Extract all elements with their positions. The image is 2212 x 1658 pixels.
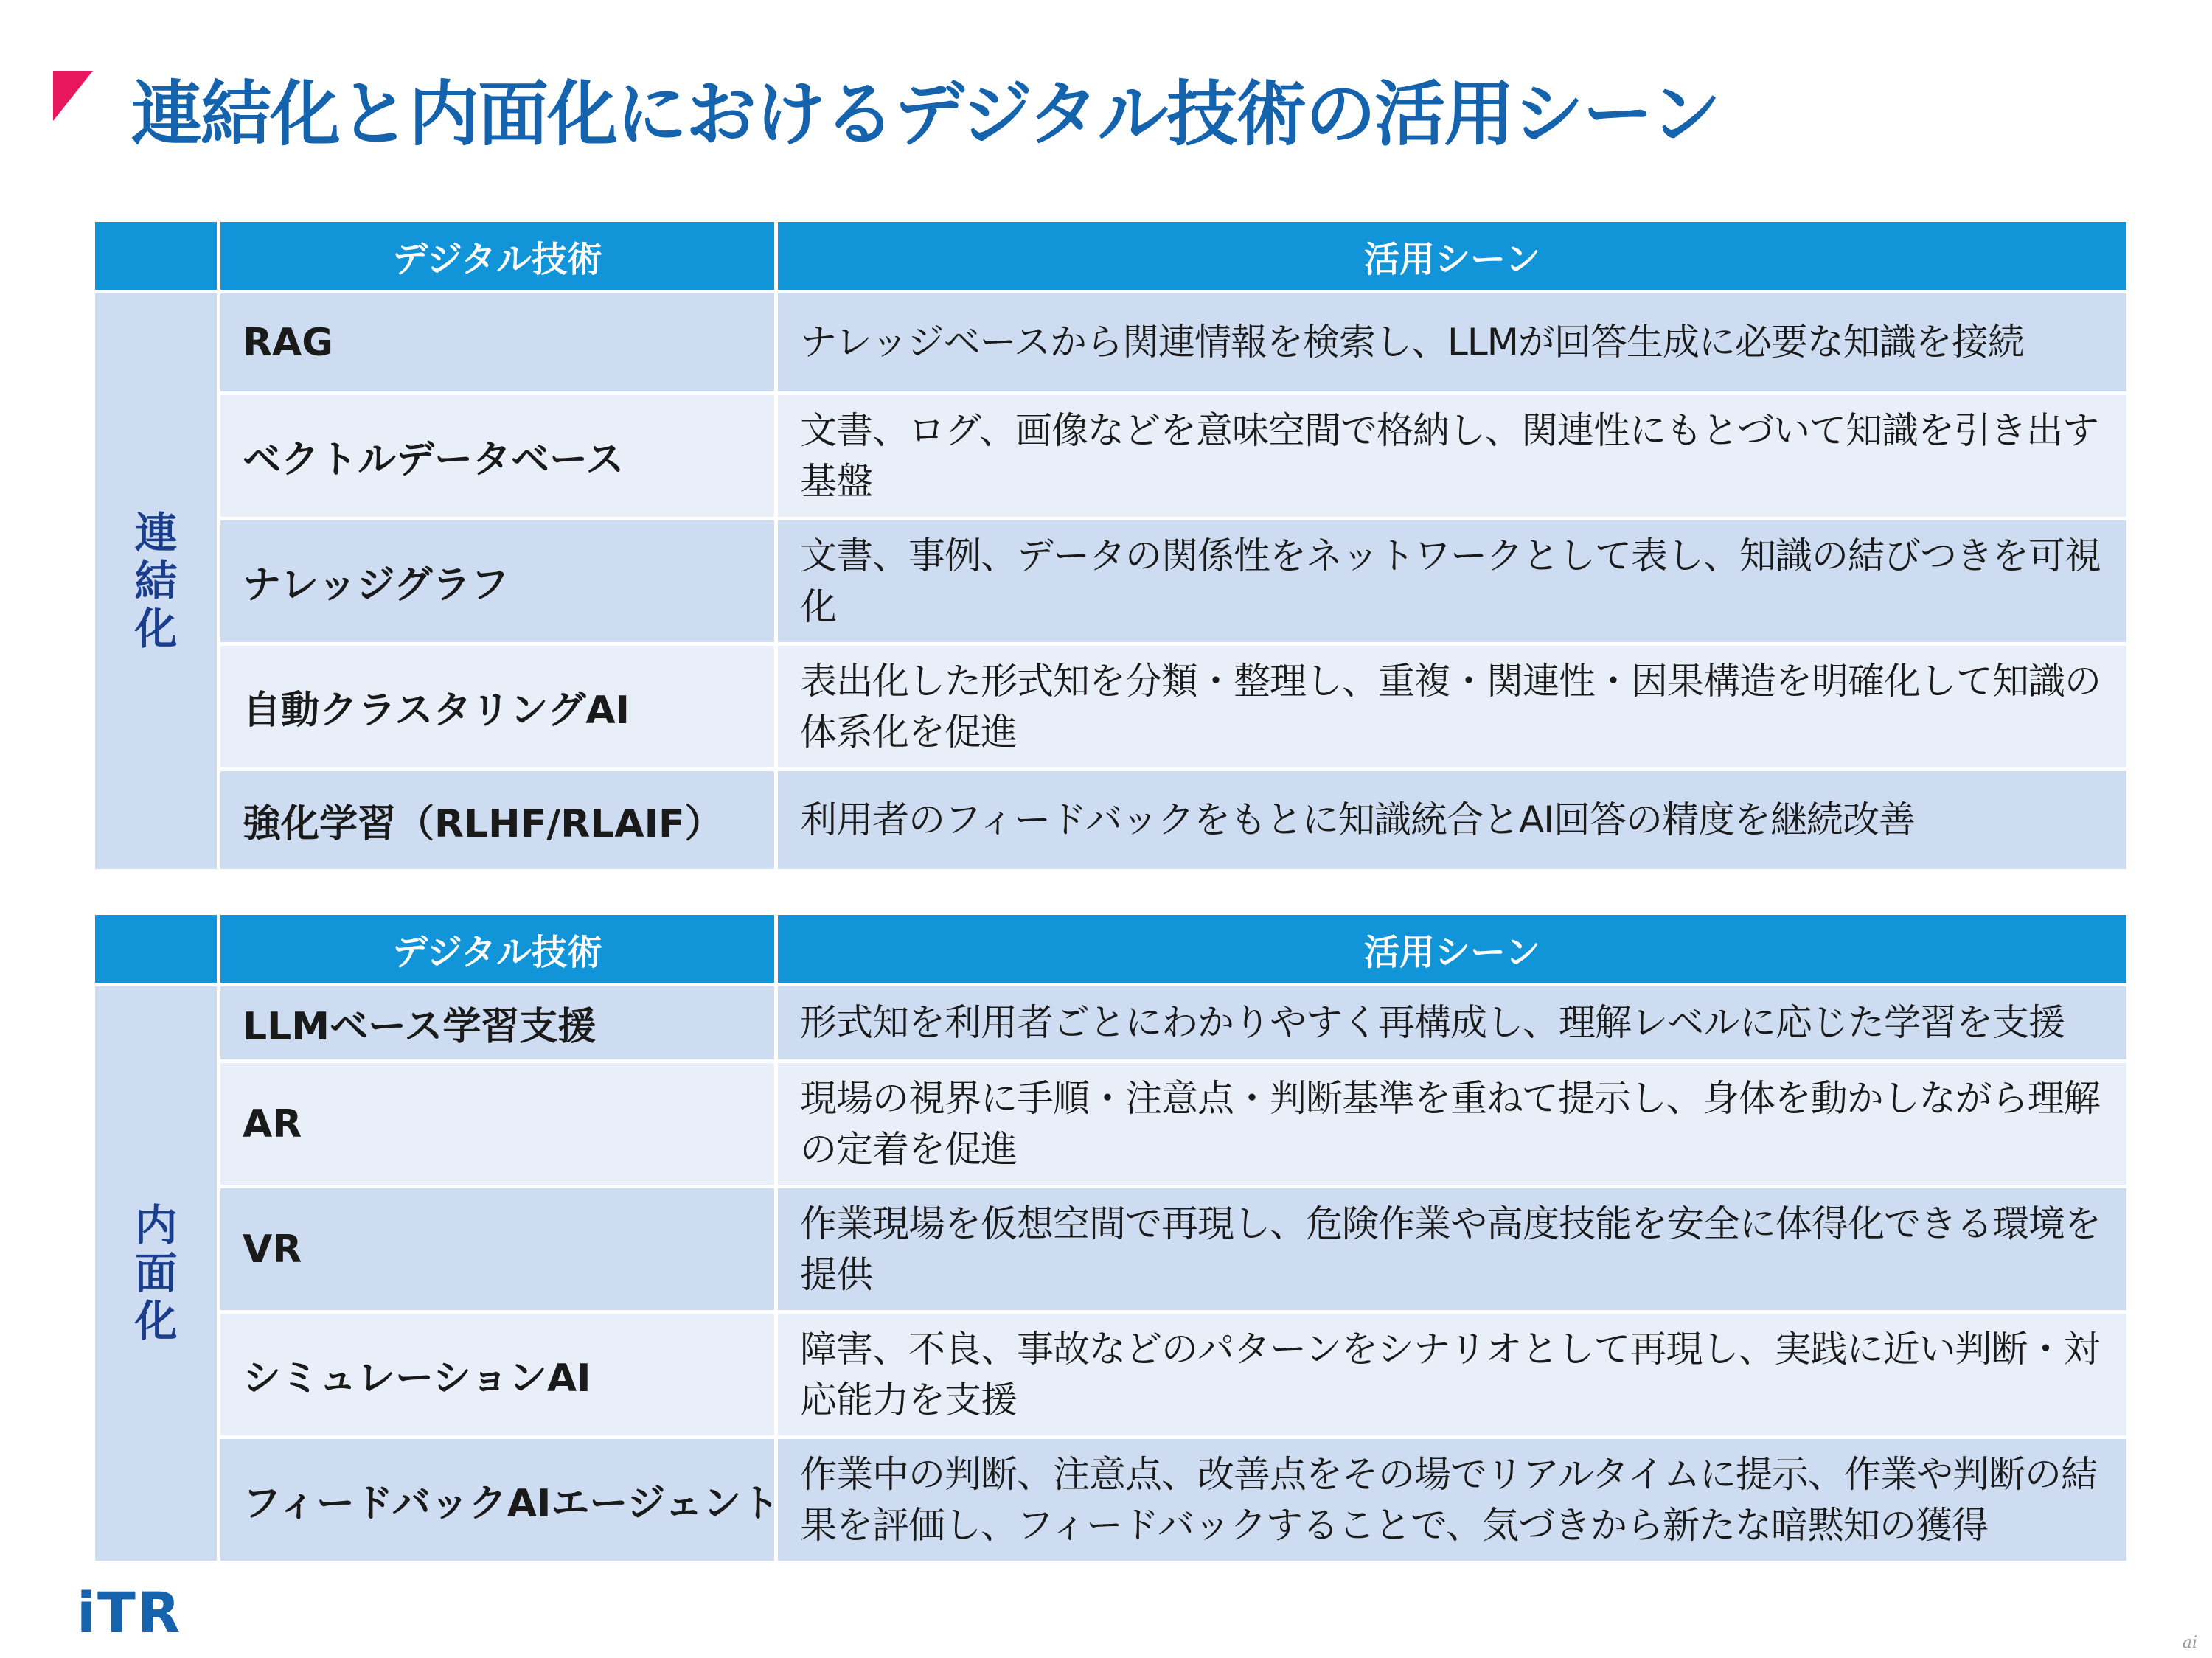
table-naimenka [91, 911, 2130, 1564]
scene-cell: 作業中の判断、注意点、改善点をその場でリアルタイムに提示、作業や判断の結果を評価し、フィードバックすることで、気づきから新たな暗黙知の獲得 [776, 1438, 2129, 1563]
scene-cell: 表出化した形式知を分類・整理し、重複・関連性・因果構造を明確化して知識の体系化を促進 [776, 644, 2129, 770]
header-scene: 活用シーン [776, 220, 2129, 292]
tech-cell: ベクトルデータベース [219, 394, 776, 519]
table-row [94, 1438, 2129, 1563]
header-corner [94, 913, 219, 985]
scene-cell: 現場の視界に手順・注意点・判断基準を重ねて提示し、身体を動かしながら理解の定着を促進 [776, 1062, 2129, 1187]
tech-cell: 自動クラスタリングAI [219, 644, 776, 770]
watermark: ai [2182, 1634, 2197, 1652]
table-renketsuka [91, 218, 2130, 873]
scene-cell: 形式知を利用者ごとにわかりやすく再構成し、理解レベルに応じた学習を支援 [776, 985, 2129, 1062]
page-title: 連結化と内面化におけるデジタル技術の活用シーン [131, 73, 1720, 156]
itr-logo: iTR [77, 1580, 182, 1645]
tech-cell: LLMベース学習支援 [219, 985, 776, 1062]
header-scene: 活用シーン [776, 913, 2129, 985]
scene-cell: 障害、不良、事故などのパターンをシナリオとして再現し、実践に近い判断・対応能力を支援 [776, 1312, 2129, 1438]
header-tech: デジタル技術 [219, 220, 776, 292]
accent-mark [53, 71, 93, 121]
group-label-renketsuka: 連 結 化 [94, 292, 219, 871]
group-label-naimenka: 内 面 化 [94, 985, 219, 1563]
table-header-row [94, 220, 2129, 292]
tech-cell: フィードバックAIエージェント [219, 1438, 776, 1563]
table-header-row [94, 913, 2129, 985]
tech-cell: ナレッジグラフ [219, 519, 776, 644]
table-row [94, 1312, 2129, 1438]
tech-cell: シミュレーションAI [219, 1312, 776, 1438]
table-row [94, 770, 2129, 871]
table-row [94, 644, 2129, 770]
table-row [94, 292, 2129, 394]
scene-cell: 作業現場を仮想空間で再現し、危険作業や高度技能を安全に体得化できる環境を提供 [776, 1187, 2129, 1312]
table-row [94, 1187, 2129, 1312]
header-tech: デジタル技術 [219, 913, 776, 985]
table-row [94, 1062, 2129, 1187]
table-row [94, 519, 2129, 644]
tech-cell: 強化学習（RLHF/RLAIF） [219, 770, 776, 871]
scene-cell: 文書、ログ、画像などを意味空間で格納し、関連性にもとづいて知識を引き出す基盤 [776, 394, 2129, 519]
tech-cell: AR [219, 1062, 776, 1187]
table-row [94, 394, 2129, 519]
tech-cell: VR [219, 1187, 776, 1312]
tech-cell: RAG [219, 292, 776, 394]
scene-cell: ナレッジベースから関連情報を検索し、LLMが回答生成に必要な知識を接続 [776, 292, 2129, 394]
header-corner [94, 220, 219, 292]
table-row [94, 985, 2129, 1062]
scene-cell: 利用者のフィードバックをもとに知識統合とAI回答の精度を継続改善 [776, 770, 2129, 871]
scene-cell: 文書、事例、データの関係性をネットワークとして表し、知識の結びつきを可視化 [776, 519, 2129, 644]
